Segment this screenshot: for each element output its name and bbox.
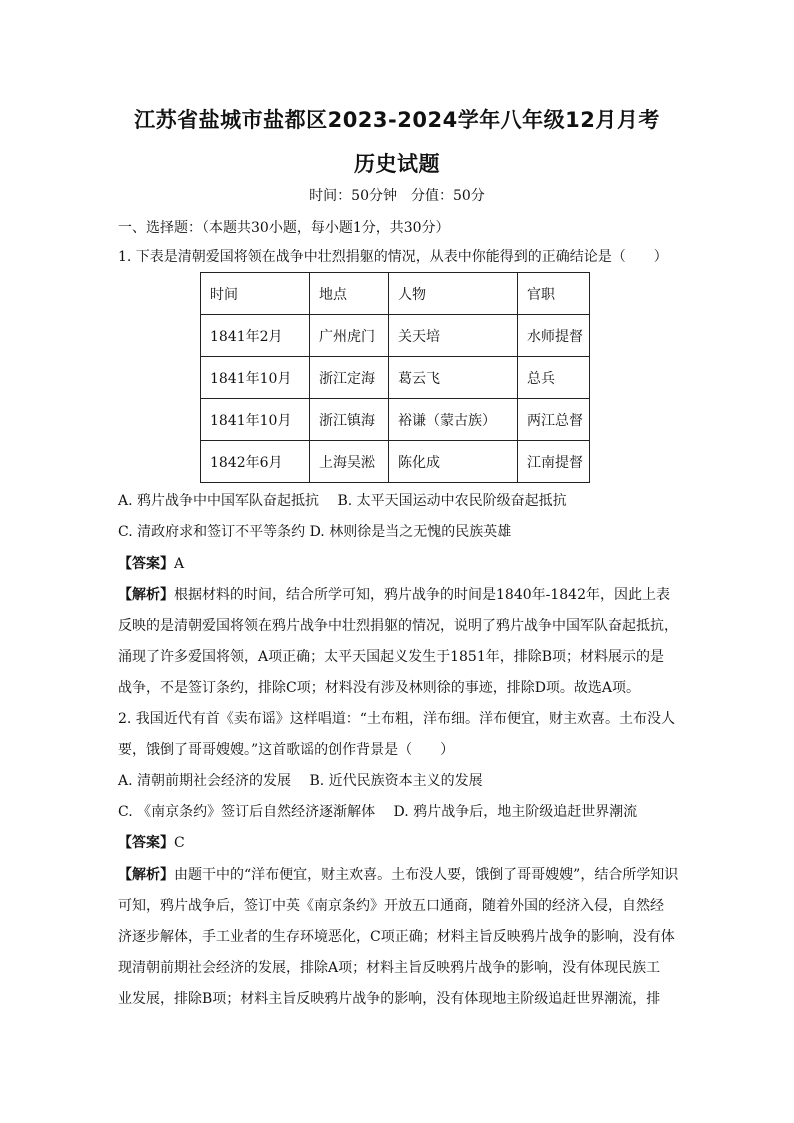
answer-tag: 【答案】 xyxy=(118,556,174,572)
question-2-options-ab: A. 清朝前期社会经济的发展 B. 近代民族资本主义的发展 xyxy=(118,773,483,789)
exam-meta: 时间：50分钟 分值：50分 xyxy=(309,188,485,204)
table-cell: 陈化成 xyxy=(389,441,518,483)
answer-tag: 【答案】 xyxy=(118,835,174,851)
table-cell: 浙江镇海 xyxy=(310,399,389,441)
table-row xyxy=(201,357,590,399)
question-2-analysis-line: 业发展，排除B项；材料主旨反映鸦片战争的影响，没有体现地主阶级追赶世界潮流，排 xyxy=(118,991,661,1007)
table-cell: 官职 xyxy=(518,273,590,315)
analysis-tag: 【解析】 xyxy=(118,587,174,603)
table-cell: 1841年2月 xyxy=(201,315,310,357)
table-row xyxy=(201,441,590,483)
question-1-options-ab: A. 鸦片战争中中国军队奋起抵抗 B. 太平天国运动中农民阶级奋起抵抗 xyxy=(118,493,567,509)
table-row xyxy=(201,273,590,315)
table-cell: 1841年10月 xyxy=(201,399,310,441)
section-heading: 一、选择题：（本题共30小题，每小题1分，共30分） xyxy=(118,220,450,236)
answer-value: A xyxy=(174,556,185,572)
table-cell: 两江总督 xyxy=(518,399,590,441)
table-cell: 上海吴淞 xyxy=(310,441,389,483)
question-1-analysis-line xyxy=(118,585,670,605)
table-cell: 总兵 xyxy=(518,357,590,399)
table-cell: 浙江定海 xyxy=(310,357,389,399)
table-cell: 1841年10月 xyxy=(201,357,310,399)
question-2-analysis-line xyxy=(118,865,678,885)
question-1-answer xyxy=(118,554,184,574)
table-row xyxy=(201,399,590,441)
table-cell: 人物 xyxy=(389,273,518,315)
answer-value: C xyxy=(174,835,185,851)
question-2-stem: 2. 我国近代有首《卖布谣》这样唱道：“土布粗，洋布细。洋布便宜，财主欢喜。土布没人 xyxy=(118,711,675,727)
analysis-tag: 【解析】 xyxy=(118,867,174,883)
table-cell: 关天培 xyxy=(389,315,518,357)
question-2-options-cd: C. 《南京条约》签订后自然经济逐渐解体 D. 鸦片战争后，地主阶级追赶世界潮流 xyxy=(118,804,638,820)
question-2-analysis-line: 济逐步解体，手工业者的生存环境恶化，C项正确；材料主旨反映鸦片战争的影响，没有体 xyxy=(118,929,675,945)
table-cell: 江南提督 xyxy=(518,441,590,483)
question-1-table xyxy=(200,272,590,483)
table-cell: 地点 xyxy=(310,273,389,315)
question-1-options-cd: C. 清政府求和签订不平等条约 D. 林则徐是当之无愧的民族英雄 xyxy=(118,524,512,540)
question-1-analysis-line: 反映的是清朝爱国将领在鸦片战争中壮烈捐躯的情况，说明了鸦片战争中国军队奋起抵抗， xyxy=(118,618,678,634)
exam-title: 江苏省盐城市盐都区2023-2024学年八年级12月月考 xyxy=(134,108,660,132)
question-2-analysis-line: 可知，鸦片战争后，签订中英《南京条约》开放五口通商，随着外国的经济入侵，自然经 xyxy=(118,898,664,914)
question-2-answer xyxy=(118,833,185,853)
table-cell: 1842年6月 xyxy=(201,441,310,483)
question-1-analysis-line: 涌现了许多爱国将领，A项正确；太平天国起义发生于1851年，排除B项；材料展示的是 xyxy=(118,649,665,665)
table-row xyxy=(201,315,590,357)
exam-subject: 历史试题 xyxy=(354,152,440,176)
table-cell: 裕谦（蒙古族） xyxy=(389,399,518,441)
table-cell: 葛云飞 xyxy=(389,357,518,399)
question-2-stem: 要，饿倒了哥哥嫂嫂。”这首歌谣的创作背景是（ ） xyxy=(118,742,455,758)
question-1-stem: 1. 下表是清朝爱国将领在战争中壮烈捐躯的情况，从表中你能得到的正确结论是（ ） xyxy=(118,249,668,265)
question-1-analysis-line: 战争，不是签订条约，排除C项；材料没有涉及林则徐的事迹，排除D项。故选A项。 xyxy=(118,680,641,696)
table-cell: 水师提督 xyxy=(518,315,590,357)
question-2-analysis-line: 现清朝前期社会经济的发展，排除A项；材料主旨反映鸦片战争的影响，没有体现民族工 xyxy=(118,960,661,976)
table-cell: 时间 xyxy=(201,273,310,315)
analysis-text: 由题干中的“洋布便宜，财主欢喜。土布没人要，饿倒了哥哥嫂嫂”，结合所学知识 xyxy=(174,867,679,883)
table-cell: 广州虎门 xyxy=(310,315,389,357)
analysis-text: 根据材料的时间，结合所学可知，鸦片战争的时间是1840年-1842年，因此上表 xyxy=(174,587,670,603)
